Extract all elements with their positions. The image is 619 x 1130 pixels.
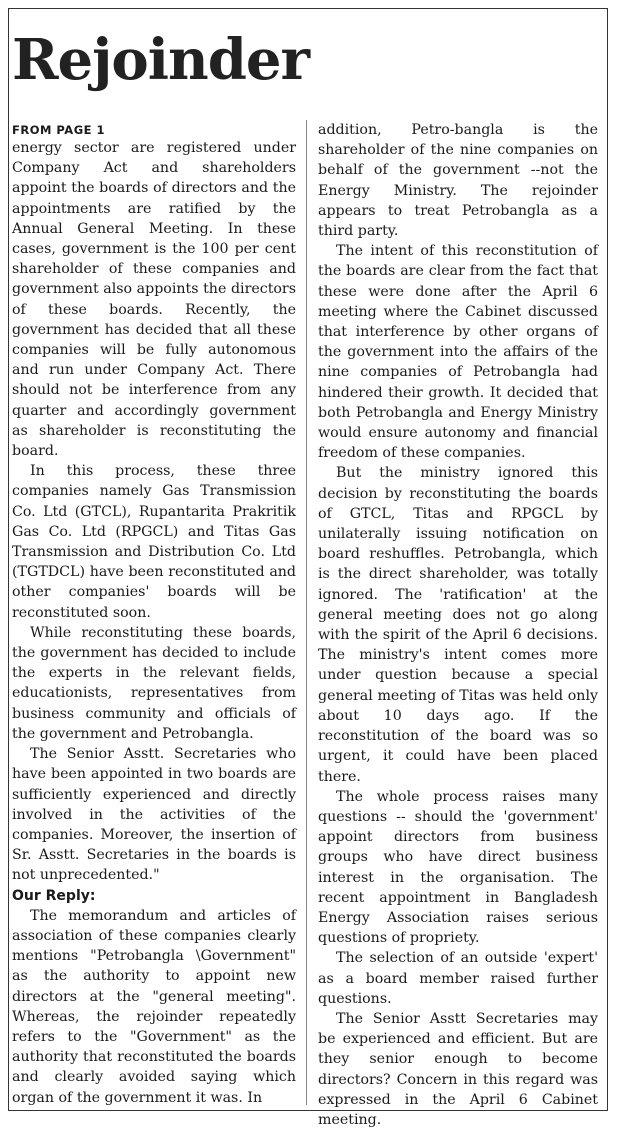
paragraph: In this process, these three companies namely Gas Transmission Co. Ltd (GTCL), Rupantarita Prakritik Gas Co. Ltd (RPGCL) and Titas Gas Transmission and Distribution Co. Ltd (TGTDCL) have been reconstituted and other companies' boards will be reconstituted soon. [12, 463, 296, 621]
paragraph: The intent of this reconstitution of the boards are clear from the fact that these were done after the April 6 meeting where the Cabinet discussed that interference by other organs of the government into the affairs of the nine companies of Petrobangla had hindered their growth. It decided that both Petrobangla and Energy Ministry would ensure autonomy and financial freedom of these companies. [318, 243, 598, 462]
paragraph: The selection of an outside 'expert' as a board member raised further questions. [318, 950, 598, 1007]
left-column [12, 120, 296, 1112]
paragraph: The whole process raises many questions -- should the 'government' appoint directors from business groups who have direct business interest in the organisation. The recent appointment in Bangladesh Energy Association raises serious questions of propriety. [318, 788, 598, 947]
article-headline: Rejoinder [12, 27, 310, 93]
paragraph: But the ministry ignored this decision by reconstituting the boards of GTCL, Titas and RPGCL by unilaterally issuing notification on board reshuffles. Petrobangla, which is the direct shareholder, was totally ignored. The 'ratification' at the general meeting does not go along with the spirit of the April 6 decisions. The ministry's intent comes more under question because a special general meeting of Titas was held only about 10 days ago. If the reconstitution of the board was so urgent, it could have been placed there. [318, 465, 598, 785]
paragraph: energy sector are registered under Company Act and shareholders appoint the boards of directors and the appointments are ratified by the Annual General Meeting. In these cases, government is the 100 per cent shareholder of these companies and government also appoints the directors of these boards. Recently, the government has decided that all these companies will be fully autonomous and run under Company Act. There should not be interference from any quarter and accordingly government as shareholder is reconstituting the board. [12, 140, 296, 460]
reply-heading: Our Reply: [12, 887, 96, 904]
right-column [318, 120, 598, 1128]
continuation-kicker: FROM PAGE 1 [12, 123, 106, 137]
column-divider [306, 120, 307, 1105]
paragraph: addition, Petro-bangla is the shareholder of the nine companies on behalf of the government --not the Energy Ministry. The rejoinder appears to treat Petrobangla as a third party. [318, 122, 598, 240]
paragraph: The memorandum and articles of association of these companies clearly mentions "Petrobangla \Government" as the authority to appoint new directors at the "general meeting". Whereas, the rejoinder repeatedly refers to the "Government" as the authority that reconstituted the boards and clearly avoided saying which organ of the government it was. In [12, 907, 296, 1106]
paragraph: While reconstituting these boards, the government has decided to include the experts in the relevant fields, educationists, representatives from business community and officials of the government and Petrobangla. [12, 624, 296, 742]
paragraph: The Senior Asstt Secretaries may be experienced and efficient. But are they senior enough to become directors? Concern in this regard was expressed in the April 6 Cabinet meeting. [318, 1010, 598, 1128]
paragraph: The Senior Asstt. Secretaries who have been appointed in two boards are sufficiently experienced and directly involved in the activities of the companies. Moreover, the insertion of Sr. Asstt. Secretaries in the boards is not unprecedented." [12, 746, 296, 884]
